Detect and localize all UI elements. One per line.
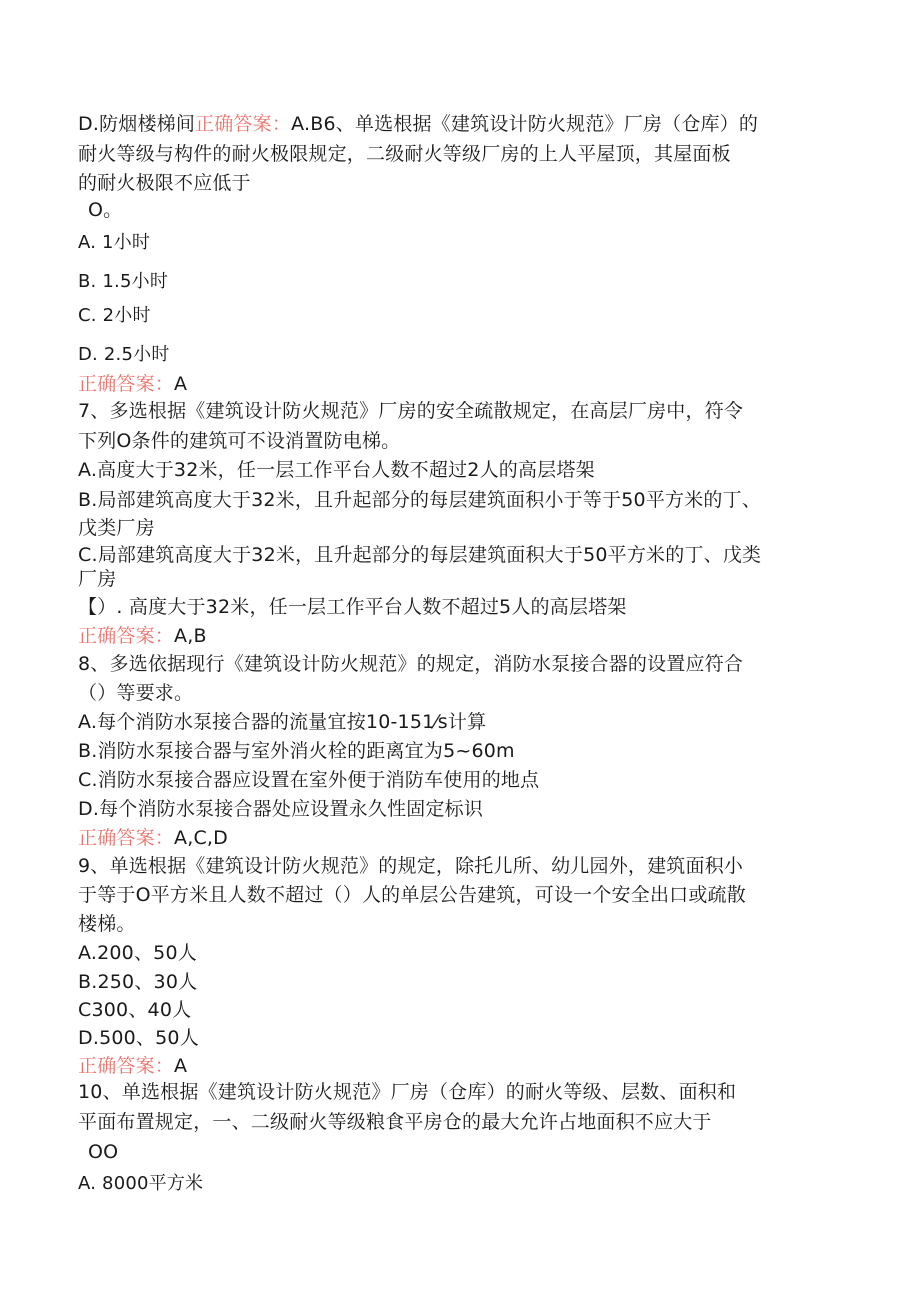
question-stem: 9、单选根据《建筑设计防火规范》的规定，除托儿所、幼儿园外，建筑面积小 — [78, 855, 744, 877]
question-stem: 7、多选根据《建筑设计防火规范》厂房的安全疏散规定，在高层厂房中，符令 — [78, 400, 744, 422]
question-stem: O。 — [88, 199, 123, 221]
answer-label: 正确答案： — [78, 373, 175, 395]
answer-label: 正确答案： — [78, 625, 175, 647]
question-stem: 耐火等级与构件的耐火极限规定，二级耐火等级厂房的上人平屋顶，其屋面板 — [78, 143, 731, 165]
question-stem: 6、单选根据《建筑设计防火规范》厂房（仓库）的 — [323, 113, 759, 135]
answer-value: A,B — [174, 625, 207, 647]
answer-value: A.B — [291, 113, 324, 135]
option-a: A.高度大于32米，任一层工作平台人数不超过2人的高层塔架 — [78, 459, 595, 481]
answer-line — [78, 826, 228, 850]
question-stem: 10、单选根据《建筑设计防火规范》厂房（仓库）的耐火等级、层数、面积和 — [78, 1081, 737, 1103]
question-stem: （）等要求。 — [78, 682, 194, 704]
option-text: D.防烟楼梯间 — [78, 113, 196, 135]
question-stem: 8、多选依据现行《建筑设计防火规范》的规定，消防水泵接合器的设置应符合 — [78, 653, 744, 675]
option-a: A. 8000平方米 — [78, 1173, 204, 1194]
question-stem: OO — [88, 1141, 119, 1163]
option-a: A.200、50人 — [78, 942, 197, 964]
answer-line — [78, 1054, 187, 1078]
option-b: B. 1.5小时 — [78, 271, 169, 292]
line-q5-option-d — [78, 112, 758, 136]
question-stem: 于等于O平方米且人数不超过（）人的单层公告建筑，可设一个安全出口或疏散 — [78, 884, 746, 906]
answer-line — [78, 372, 187, 396]
answer-label: 正确答案： — [78, 1055, 175, 1077]
answer-value: A,C,D — [174, 827, 228, 849]
question-stem: 平面布置规定，一、二级耐火等级粮食平房仓的最大允许占地面积不应大于 — [78, 1111, 712, 1133]
option-c: C. 2小时 — [78, 305, 151, 326]
option-c-continued: 厂房 — [78, 568, 117, 590]
option-b: B.局部建筑高度大于32米，且升起部分的每层建筑面积小于等于50平方米的丁、 — [78, 489, 762, 511]
option-a: A.每个消防水泵接合器的流量宜按10-151⁄s计算 — [78, 711, 487, 733]
option-d: D. 2.5小时 — [78, 344, 170, 365]
option-b: B.250、30人 — [78, 971, 198, 993]
answer-line — [78, 624, 207, 648]
option-b-continued: 戊类厂房 — [78, 517, 155, 539]
option-c: C300、40人 — [78, 999, 192, 1021]
option-a: A. 1小时 — [78, 232, 151, 253]
question-stem: 楼梯。 — [78, 913, 136, 935]
option-d: 【）. 高度大于32米，任一层工作平台人数不超过5人的高层塔架 — [78, 596, 627, 618]
answer-label: 正确答案： — [78, 827, 175, 849]
answer-value: A — [174, 1055, 188, 1077]
option-c: C.局部建筑高度大于32米，且升起部分的每层建筑面积大于50平方米的丁、戊类 — [78, 544, 762, 566]
option-d: D.每个消防水泵接合器处应设置永久性固定标识 — [78, 798, 484, 820]
answer-label: 正确答案： — [195, 113, 292, 135]
option-b: B.消防水泵接合器与室外消火栓的距离宜为5~60m — [78, 740, 515, 762]
option-c: C.消防水泵接合器应设置在室外便于消防车使用的地点 — [78, 769, 540, 791]
answer-value: A — [174, 373, 188, 395]
question-stem: 的耐火极限不应低于 — [78, 172, 251, 194]
question-stem: 下列O条件的建筑可不设消置防电梯。 — [78, 430, 401, 452]
option-d: D.500、50人 — [78, 1027, 199, 1049]
